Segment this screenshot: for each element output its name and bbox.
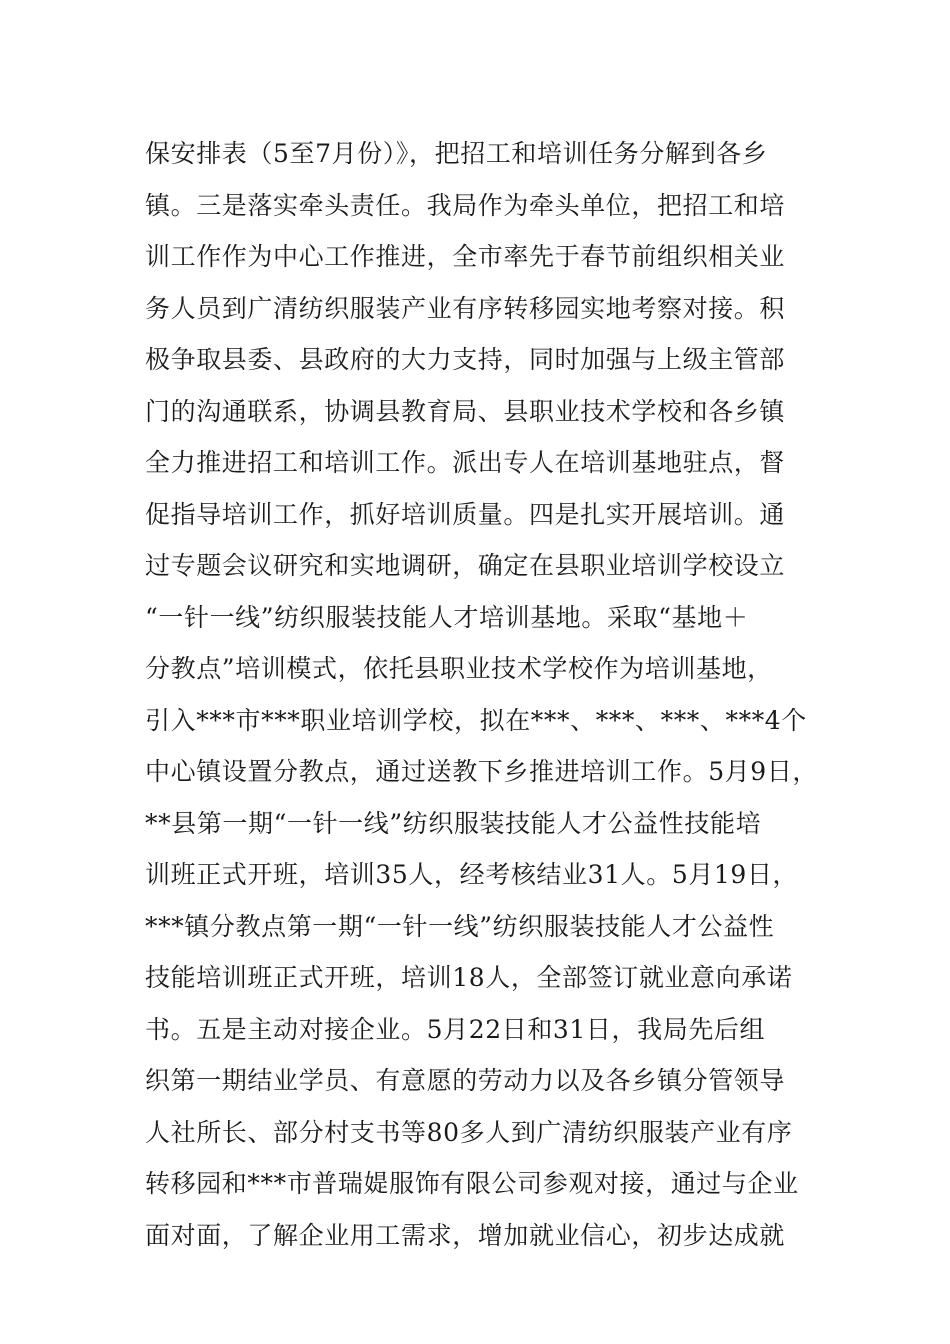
text-line: 门的沟通联系，协调县教育局、县职业技术学校和各乡镇 — [145, 396, 786, 426]
text-line: 镇。三是落实牵头责任。我局作为牵头单位，把招工和培 — [145, 190, 786, 220]
text-line: 分教点”培训模式，依托县职业技术学校作为培训基地， — [145, 654, 773, 683]
text-line: 训班正式开班，培训35人，经考核结业31人。5月19日， — [145, 860, 799, 889]
text-line: 书。五是主动对接企业。5月22日和31日，我局先后组 — [145, 1014, 766, 1044]
text-line: **县第一期“一针一线”纺织服装技能人才公益性技能培 — [145, 808, 762, 838]
text-line: ***镇分教点第一期“一针一线”纺织服装技能人才公益性 — [145, 911, 775, 941]
text-line: 保安排表（5至7月份）》，把招工和培训任务分解到各乡 — [145, 139, 768, 168]
text-line: 人社所长、部分村支书等80多人到广清纺织服装产业有序 — [145, 1117, 793, 1147]
text-line: 训工作作为中心工作推进，全市率先于春节前组织相关业 — [145, 242, 786, 271]
text-line: 中心镇设置分教点，通过送教下乡推进培训工作。5月9日， — [145, 757, 819, 786]
text-line: 面对面，了解企业用工需求，增加就业信心，初步达成就 — [145, 1220, 786, 1250]
body-text — [145, 128, 825, 1261]
text-line: 织第一期结业学员、有意愿的劳动力以及各乡镇分管领导 — [145, 1066, 786, 1095]
text-line: 务人员到广清纺织服装产业有序转移园实地考察对接。积 — [145, 293, 786, 323]
text-line: 转移园和***市普瑞媞服饰有限公司参观对接，通过与企业 — [145, 1169, 799, 1198]
text-line: 促指导培训工作，抓好培训质量。四是扎实开展培训。通 — [145, 499, 786, 529]
text-line: “一针一线”纺织服装技能人才培训基地。采取“基地＋ — [145, 602, 749, 632]
text-line: 过专题会议研究和实地调研，确定在县职业培训学校设立 — [145, 551, 786, 580]
text-line: 极争取县委、县政府的大力支持，同时加强与上级主管部 — [145, 345, 786, 374]
text-line: 全力推进招工和培训工作。派出专人在培训基地驻点，督 — [145, 448, 786, 477]
text-line: 引入***市***职业培训学校，拟在***、***、***、***4个 — [145, 705, 807, 735]
text-line: 技能培训班正式开班，培训18人，全部签订就业意向承诺 — [145, 963, 793, 992]
